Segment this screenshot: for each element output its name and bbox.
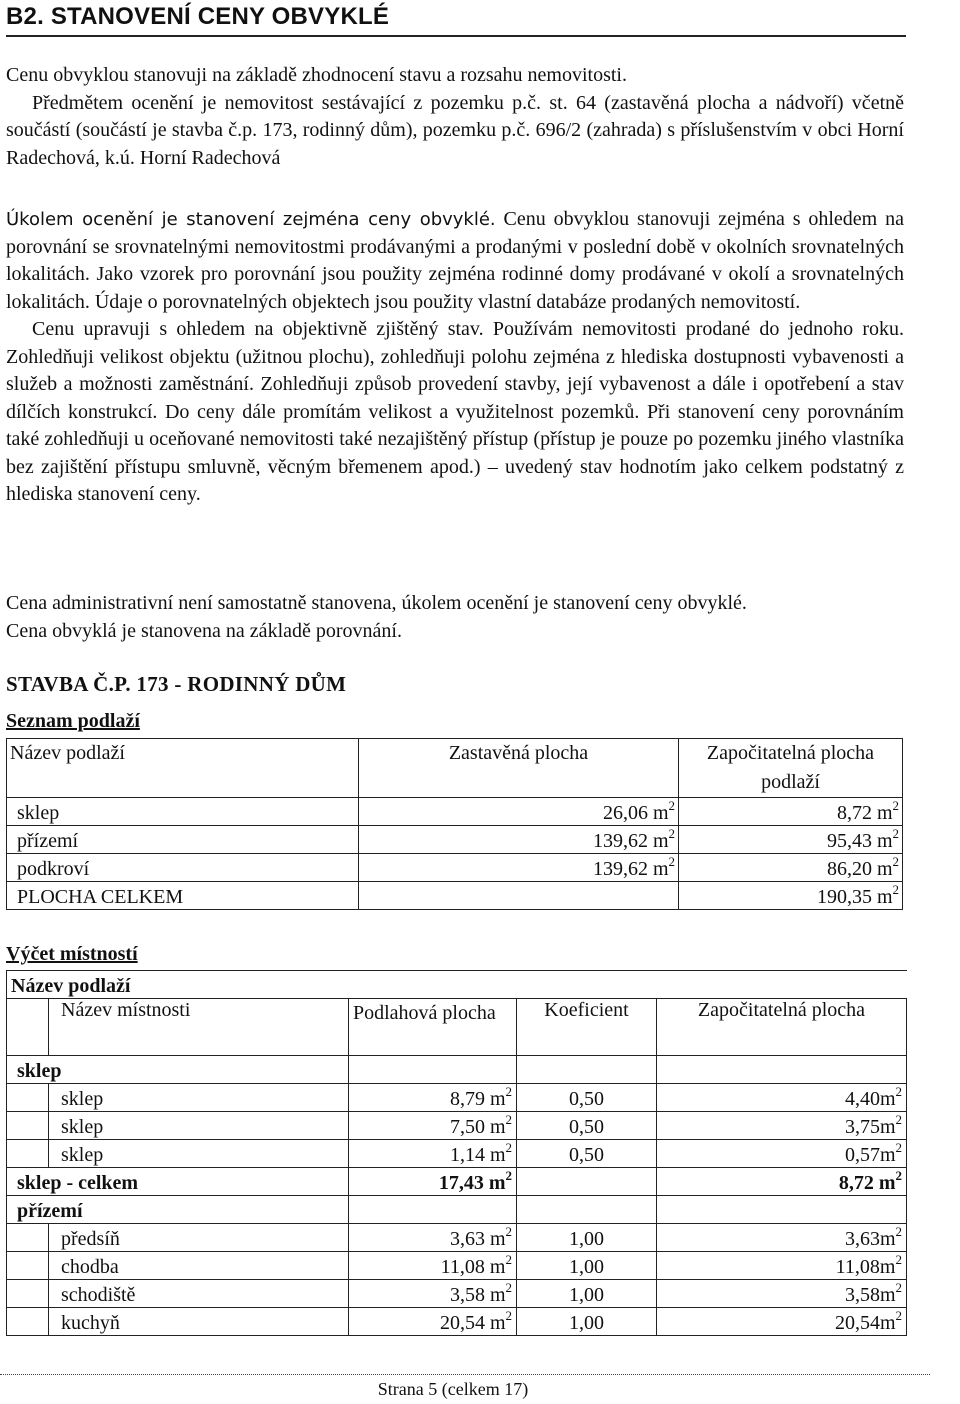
footer-divider — [0, 1374, 930, 1375]
rooms-floor-name: sklep — [7, 1056, 349, 1084]
floor-count-area: 86,20 m — [826, 858, 893, 880]
room-count: 11,08m — [835, 1256, 896, 1278]
room-coef: 0,50 — [517, 1140, 657, 1168]
table-row: sklep 1,14 $m^2$ 0,50 $0,57m^2$ — [7, 1140, 907, 1168]
admin-line-1: Cena administrativní není samostatně stanovena, úkolem ocenění je stanovení ceny obvyklé. — [6, 592, 747, 614]
room-name: kuchyň — [49, 1308, 349, 1336]
room-coef: 1,00 — [517, 1280, 657, 1308]
room-name: sklep — [49, 1084, 349, 1112]
floor-built-area: 139,62 m — [592, 830, 669, 852]
table-row: přízemí 139,62 $m^2$ 95,43 $m^2$ — [7, 826, 903, 854]
floor-name: sklep — [7, 798, 359, 826]
floor-built-area: 26,06 m — [602, 802, 669, 824]
table-row: chodba 11,08 $m^2$ 1,00 $11,08m^2$ — [7, 1252, 907, 1280]
room-area: 1,14 m — [449, 1144, 506, 1166]
floors-total-label: PLOCHA CELKEM — [7, 882, 359, 910]
table-row: podkroví 139,62 $m^2$ 86,20 $m^2$ — [7, 854, 903, 882]
room-count: 0,57m — [844, 1144, 896, 1166]
room-count: 3,58m — [844, 1284, 896, 1306]
rooms-group-header-row — [7, 971, 907, 999]
room-area: 11,08 m — [440, 1256, 506, 1278]
rooms-subtotal-area: 17,43 m — [438, 1172, 506, 1194]
rooms-header-coef: Koeficient — [517, 999, 657, 1056]
admin-line-2: Cena obvyklá je stanovena na základě porovnání. — [6, 619, 402, 642]
room-area: 7,50 m — [449, 1116, 506, 1138]
rooms-header-name: Název místnosti — [49, 999, 349, 1056]
room-coef: 1,00 — [517, 1224, 657, 1252]
rooms-table — [6, 970, 907, 1336]
rooms-subtotal-count: 8,72 m — [838, 1172, 896, 1194]
room-name: předsíň — [49, 1224, 349, 1252]
room-coef: 1,00 — [517, 1252, 657, 1280]
table-row: sklep 26,06 $m^2$ 8,72 $m^2$ — [7, 798, 903, 826]
floor-name: podkroví — [7, 854, 359, 882]
room-coef: 1,00 — [517, 1308, 657, 1336]
room-name: chodba — [49, 1252, 349, 1280]
floors-header-count: Započitatelná plocha podlaží — [679, 739, 903, 798]
room-area: 20,54 m — [439, 1312, 506, 1334]
floors-table — [6, 738, 903, 910]
floors-total-row: PLOCHA CELKEM 190,35 $m^2$ — [7, 882, 903, 910]
floor-count-area: 95,43 m — [826, 830, 893, 852]
rooms-group-header: Název podlaží — [7, 971, 907, 999]
room-area: 3,58 m — [449, 1284, 506, 1306]
room-name: sklep — [49, 1140, 349, 1168]
rooms-header-area: Podlahová plocha — [349, 999, 517, 1056]
rooms-subtotal-row: sklep - celkem 17,43 $m^2$ 8,72 $m^2$ — [7, 1168, 907, 1196]
table-row: kuchyň 20,54 $m^2$ 1,00 $20,54m^2$ — [7, 1308, 907, 1336]
room-area: 8,79 m — [449, 1088, 506, 1110]
floors-header-name: Název podlaží — [7, 739, 359, 798]
table-row: schodiště 3,58 $m^2$ 1,00 $3,58m^2$ — [7, 1280, 907, 1308]
method-task-sentence: Úkolem ocenění je stanovení zejména ceny obvyklé. — [6, 209, 496, 230]
intro-line-2: Předmětem ocenění je nemovitost sestávající z pozemku p.č. st. 64 (zastavěná plocha a nádvoří) včetně součástí (součástí je stavba č.p. 173, rodinný dům), pozemku p.č. 696/2 (zahrada) s příslušenstvím v obci Horní Radechová, k.ú. Horní Radechová — [6, 91, 904, 169]
floors-total-value: 190,35 m — [816, 886, 893, 908]
floors-title: Seznam podlaží — [6, 710, 140, 732]
rooms-header-count: Započitatelná plocha — [657, 999, 907, 1056]
room-count: 3,63m — [844, 1228, 896, 1250]
room-count: 4,40m — [844, 1088, 896, 1110]
page-heading: B2. STANOVENÍ CENY OBVYKLÉ — [6, 2, 906, 37]
table-row: předsíň 3,63 $m^2$ 1,00 $3,63m^2$ — [7, 1224, 907, 1252]
rooms-floor-row — [7, 1196, 907, 1224]
room-count: 3,75m — [844, 1116, 896, 1138]
rooms-floor-name: přízemí — [7, 1196, 349, 1224]
rooms-floor-row — [7, 1056, 907, 1084]
method-text: Cenu obvyklou stanovuji zejména s ohledem na porovnání se srovnatelnými nemovitostmi prodávanými a prodanými v poslední době v okolních srovnatelných lokalitách. Jako vzorek pro porovnání jsou použity zejména rodinné domy prodávané v okolí a srovnatelných lokalitách. Údaje o porovnatelných objektech jsou použity vlastní databáze prodaných nemovitostí. — [6, 208, 904, 313]
table-row: sklep 7,50 $m^2$ 0,50 $3,75m^2$ — [7, 1112, 907, 1140]
room-coef: 0,50 — [517, 1112, 657, 1140]
room-area: 3,63 m — [449, 1228, 506, 1250]
intro-paragraph — [6, 62, 904, 172]
floors-header-built: Zastavěná plocha — [359, 739, 679, 798]
rooms-title: Výčet místností — [6, 943, 138, 965]
page-footer: Strana 5 (celkem 17) — [377, 1379, 529, 1399]
room-coef: 0,50 — [517, 1084, 657, 1112]
intro-line-1: Cenu obvyklou stanovuji na základě zhodnocení stavu a rozsahu nemovitosti. — [6, 64, 627, 86]
room-count: 20,54m — [834, 1312, 896, 1334]
table-row: sklep 8,79 $m^2$ 0,50 $4,40m^2$ — [7, 1084, 907, 1112]
method-paragraph-2: Cenu upravuji s ohledem na objektivně zjištěný stav. Používám nemovitosti prodané do jednoho roku. Zohledňuji velikost objektu (užitnou plochu), zohledňuji polohu zejména z hlediska dostupnosti vybavenosti a služeb a možnosti zaměstnání. Zohledňuji způsob provedení stavby, její vybavenost a dále i opotřebení a stav dílčích konstrukcí. Do ceny dále promítám velikost a využitelnost pozemků. Při stanovení ceny porovnáním také zohledňuji u oceňované nemovitosti také nezajištěný přístup (přístup je pouze po pozemku jiného vlastníka bez zajištění přístupu smluvně, věcným břemenem apod.) – uvedený stav hodnotím jako celkem podstatný z hlediska stanovení ceny. — [6, 318, 904, 505]
floor-name: přízemí — [7, 826, 359, 854]
floor-count-area: 8,72 m — [836, 802, 893, 824]
rooms-header-row — [7, 999, 907, 1056]
floors-header-row — [7, 739, 903, 798]
admin-paragraph — [6, 590, 904, 645]
rooms-subtotal-label: sklep - celkem — [7, 1168, 349, 1196]
room-name: sklep — [49, 1112, 349, 1140]
floor-built-area: 139,62 m — [592, 858, 669, 880]
method-paragraph — [6, 206, 904, 509]
section-title: STAVBA Č.P. 173 - RODINNÝ DŮM — [6, 672, 347, 696]
room-name: schodiště — [49, 1280, 349, 1308]
